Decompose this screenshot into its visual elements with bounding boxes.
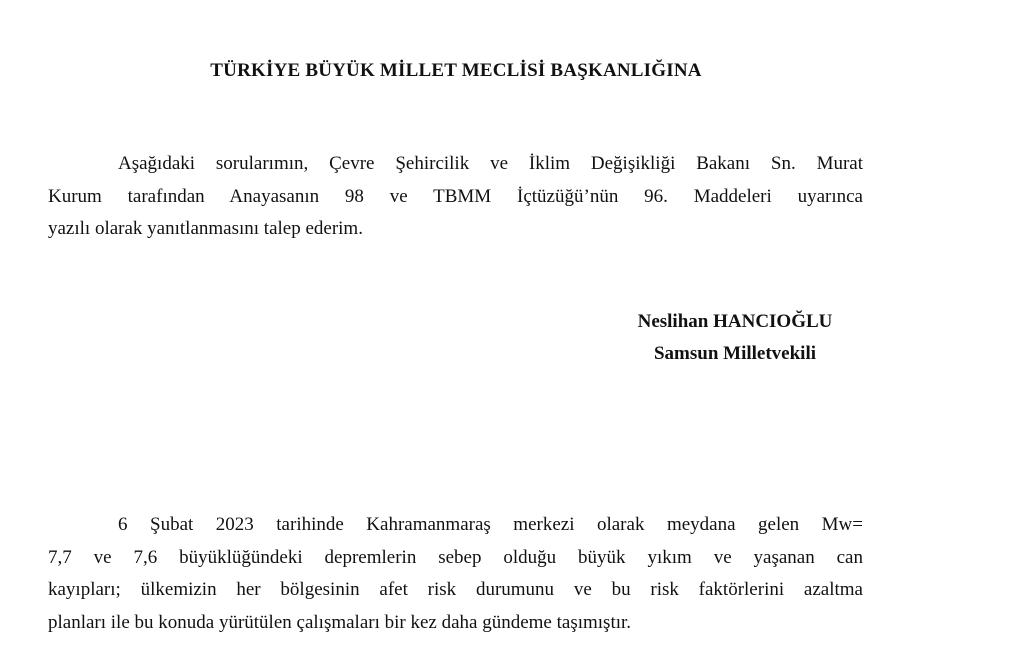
body-line: kayıpları; ülkemizin her bölgesinin afet risk durumunu ve bu risk faktörlerini azaltma: [48, 579, 863, 600]
body-line: planları ile bu konuda yürütülen çalışmaları bir kez daha gündeme taşımıştır.: [48, 611, 632, 633]
document-title: TÜRKİYE BÜYÜK MİLLET MECLİSİ BAŞKANLIĞINA: [210, 60, 702, 81]
body-line: 6 Şubat 2023 tarihinde Kahramanmaraş merkezi olarak meydana gelen Mw=: [118, 514, 863, 535]
signatory-name: Neslihan HANCIOĞLU: [637, 311, 833, 332]
intro-line: yazılı olarak yanıtlanmasını talep ederim.: [48, 218, 363, 239]
intro-paragraph: [48, 148, 863, 246]
signatory-role: Samsun Milletvekili: [653, 343, 817, 364]
body-paragraph: [48, 509, 863, 639]
intro-line: Kurum tarafından Anayasanın 98 ve TBMM İçtüzüğü’nün 96. Maddeleri uyarınca: [48, 185, 863, 207]
signature-block: [600, 306, 870, 370]
body-line: 7,7 ve 7,6 büyüklüğündeki depremlerin sebep olduğu büyük yıkım ve yaşanan can: [48, 546, 863, 568]
intro-line: Aşağıdaki sorularımın, Çevre Şehircilik ve İklim Değişikliği Bakanı Sn. Murat: [118, 153, 863, 174]
